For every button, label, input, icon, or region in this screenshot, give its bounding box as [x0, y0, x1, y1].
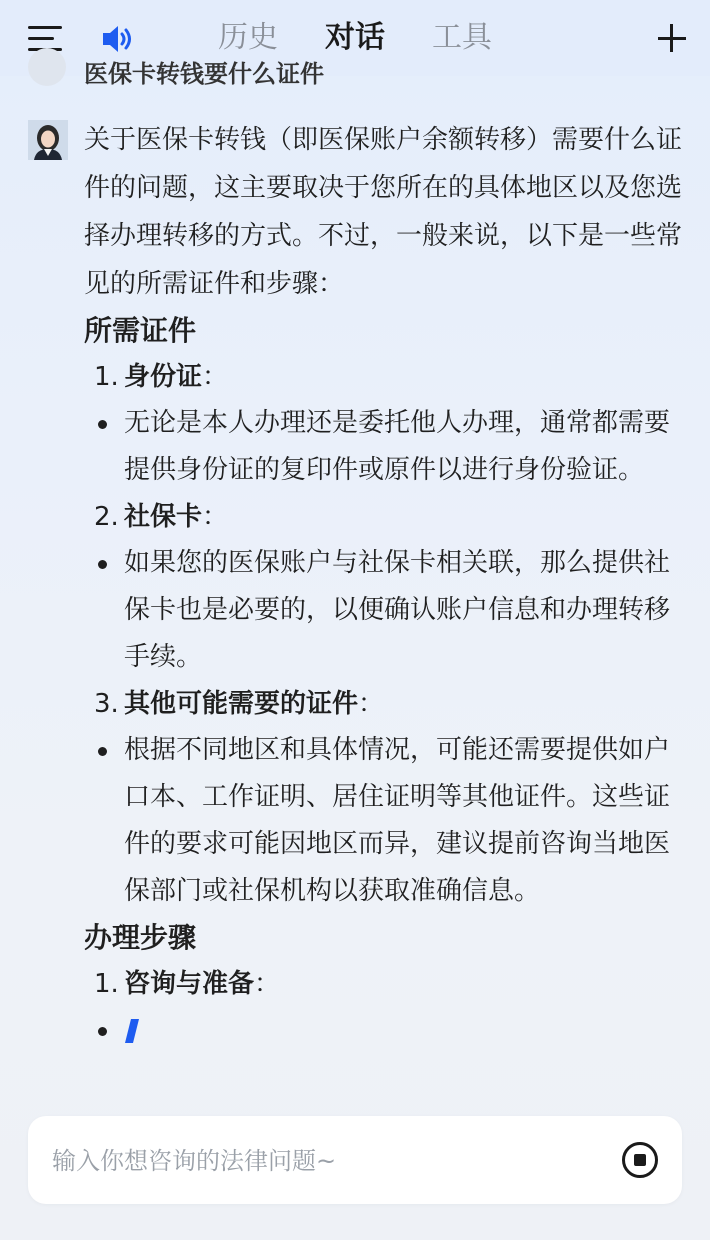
list-number: 3. [94, 689, 119, 719]
list-item-title: 社保卡 [124, 502, 203, 532]
list-item-title: 身份证 [124, 362, 203, 392]
list-item-title: 其他可能需要的证件 [124, 689, 359, 719]
section-title-steps: 办理步骤 [84, 921, 197, 954]
tab-tools[interactable]: 工具 [432, 20, 492, 55]
new-chat-button[interactable] [656, 22, 688, 54]
list-number: 2. [94, 502, 119, 532]
speaker-icon [100, 22, 136, 56]
bullet-item: 无论是本人办理还是委托他人办理，通常都需要提供身份证的复印件或原件以进行身份验证。 [84, 400, 684, 494]
reply-intro: 关于医保卡转钱（即医保账户余额转移）需要什么证件的问题，这主要取决于您所在的具体地区以及您选择办理转移的方式。不过，一般来说，以下是一些常见的所需证件和步骤： [84, 125, 683, 299]
message-input[interactable] [50, 1138, 594, 1184]
bullet-item: 如果您的医保账户与社保卡相关联，那么提供社保卡也是必要的，以便确认账户信息和办理转移手续。 [84, 540, 684, 681]
hamburger-icon [28, 26, 62, 29]
list-number: 1. [94, 362, 119, 392]
list-item [84, 961, 684, 1007]
plus-icon-bar [658, 37, 686, 40]
stop-icon [634, 1154, 646, 1166]
bullet-item-streaming [84, 1007, 684, 1054]
typing-cursor-icon [125, 1019, 139, 1043]
list-item [84, 681, 684, 727]
assistant-avatar-image [28, 120, 68, 160]
previous-user-message: 医保卡转钱要什么证件 [84, 60, 324, 88]
list-item-colon: ： [358, 689, 385, 719]
list-item-colon: ： [202, 502, 229, 532]
list-item [84, 354, 684, 400]
user-avatar [28, 48, 66, 86]
tab-history[interactable]: 历史 [218, 20, 278, 55]
chat-area[interactable] [0, 60, 710, 1112]
list-item-colon: ： [202, 362, 229, 392]
assistant-avatar [28, 120, 68, 160]
list-item-colon: ： [254, 969, 281, 999]
hamburger-icon-line [28, 37, 54, 40]
tab-chat[interactable]: 对话 [325, 20, 385, 55]
sound-button[interactable] [100, 22, 136, 56]
section-title-documents: 所需证件 [84, 314, 197, 347]
list-number: 1. [94, 969, 119, 999]
assistant-reply [84, 116, 684, 1054]
stop-generation-button[interactable] [622, 1142, 658, 1178]
message-input-bar [28, 1116, 682, 1204]
list-item-title: 咨询与准备 [124, 969, 255, 999]
bullet-item: 根据不同地区和具体情况，可能还需要提供如户口本、工作证明、居住证明等其他证件。这些证件的要求可能因地区而异，建议提前咨询当地医保部门或社保机构以获取准确信息。 [84, 727, 684, 915]
list-item [84, 494, 684, 540]
